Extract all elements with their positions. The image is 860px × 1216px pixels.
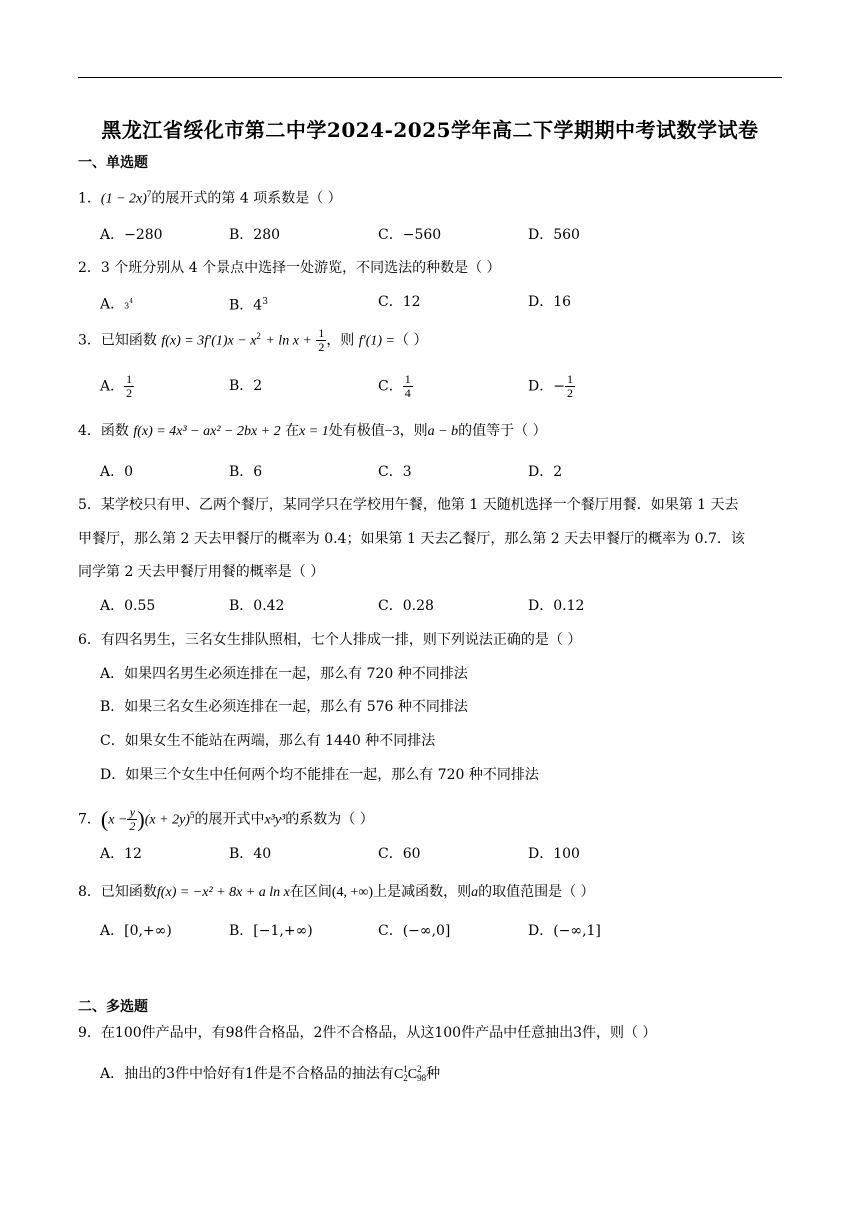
question-5-line-3: 同学第 2 天去甲餐厅用餐的概率是（ ） [78, 564, 325, 580]
q8-option-a: A．[0,+∞) [100, 923, 172, 939]
q6-option-c: C．如果女生不能站在两端，那么有 1440 种不同排法 [100, 733, 436, 749]
q4-option-d: D．2 [528, 464, 563, 480]
q5-option-a: A．0.55 [100, 598, 156, 614]
q2-option-d: D．16 [528, 294, 572, 310]
question-2-stem: 2．3 个班分别从 4 个景点中选择一处游览，不同选法的种数是（ ） [78, 260, 501, 276]
q6-option-b: B．如果三名女生必须连排在一起，那么有 576 种不同排法 [100, 699, 468, 715]
q9-option-a: A．抽出的3件中恰好有1件是不合格品的抽法有C 1 2 C 2 98 种 [100, 1064, 441, 1083]
q3-option-b: B．2 [229, 378, 263, 394]
q1-option-a: A．−280 [100, 227, 163, 243]
question-1-stem: 1．$(1 - 2x)^7$的展开式的第 4 项系数是（ ） [78, 189, 342, 207]
q5-option-b: B．0.42 [229, 598, 285, 614]
question-9-stem: 9．在100件产品中，有98件合格品，2件不合格品，从这100件产品中任意抽出3件，则（ ） [78, 1025, 657, 1041]
q3-option-d: D．− $\frac{1}{2}$ [528, 372, 573, 400]
q7-option-d: D．100 [528, 846, 580, 862]
question-7-stem: 7．(x − $\frac{y}{2}$ )$(x + 2y)^5$的展开式中x³y³的系数为（ ） [78, 805, 374, 834]
q4-option-c: C．3 [378, 464, 412, 480]
header-rule [78, 77, 782, 78]
q7-option-a: A．12 [100, 846, 142, 862]
q2-option-a: A．$3^4$ [100, 296, 134, 313]
page-title: 黑龙江省绥化市第二中学2024-2025学年高二下学期期中考试数学试卷 [101, 118, 759, 142]
q8-option-d: D．(−∞,1] [528, 923, 601, 939]
q7-option-b: B．40 [229, 846, 272, 862]
question-8-stem: 8．已知函数f(x) = −x² + 8x + a ln x在区间(4, +∞)上是减函数，则a的取值范围是（ ） [78, 884, 595, 900]
q4-option-a: A．0 [100, 464, 134, 480]
q1-option-b: B．280 [229, 227, 281, 243]
q8-option-b: B．[−1,+∞) [229, 923, 313, 939]
q6-option-a: A．如果四名男生必须连排在一起，那么有 720 种不同排法 [100, 666, 468, 682]
q3-option-c: C． $\frac{1}{4}$ [378, 372, 411, 400]
q8-option-c: C．(−∞,0] [378, 923, 451, 939]
q2-option-b: B．$4^3$ [229, 297, 268, 314]
q5-option-d: D．0.12 [528, 598, 585, 614]
q3-option-a: A． $\frac{1}{2}$ [100, 372, 133, 400]
q6-option-d: D．如果三个女生中任何两个均不能排在一起，那么有 720 种不同排法 [100, 767, 539, 783]
question-4-stem: 4．函数 f(x) = 4x³ − ax² − 2bx + 2 在x = 1处有极值−3，则a − b的值等于（ ） [78, 423, 547, 439]
q1-option-c: C．−560 [378, 227, 442, 243]
question-5-line-1: 5．某学校只有甲、乙两个餐厅，某同学只在学校用午餐，他第 1 天随机选择一个餐厅用餐．如果第 1 天去 [78, 497, 739, 513]
question-3-stem: 3．已知函数 $f(x) = 3f'(1)x - x^2 + \ln x$ + $\frac{1}{2}$ ，则 f′(1) =（ ） [78, 326, 428, 355]
question-6-stem: 6．有四名男生，三名女生排队照相，七个人排成一排，则下列说法正确的是（ ） [78, 632, 582, 648]
q7-option-c: C．60 [378, 846, 421, 862]
q5-option-c: C．0.28 [378, 598, 434, 614]
q1-option-d: D．560 [528, 227, 580, 243]
question-5-line-2: 甲餐厅，那么第 2 天去甲餐厅的概率为 0.4；如果第 1 天去乙餐厅，那么第 2 天去甲餐厅的概率为 0.7．该 [78, 531, 745, 547]
q4-option-b: B．6 [229, 464, 263, 480]
section-heading-multiple-choice: 二、多选题 [78, 999, 148, 1015]
q2-option-c: C．12 [378, 294, 421, 310]
section-heading-single-choice: 一、单选题 [78, 155, 148, 171]
